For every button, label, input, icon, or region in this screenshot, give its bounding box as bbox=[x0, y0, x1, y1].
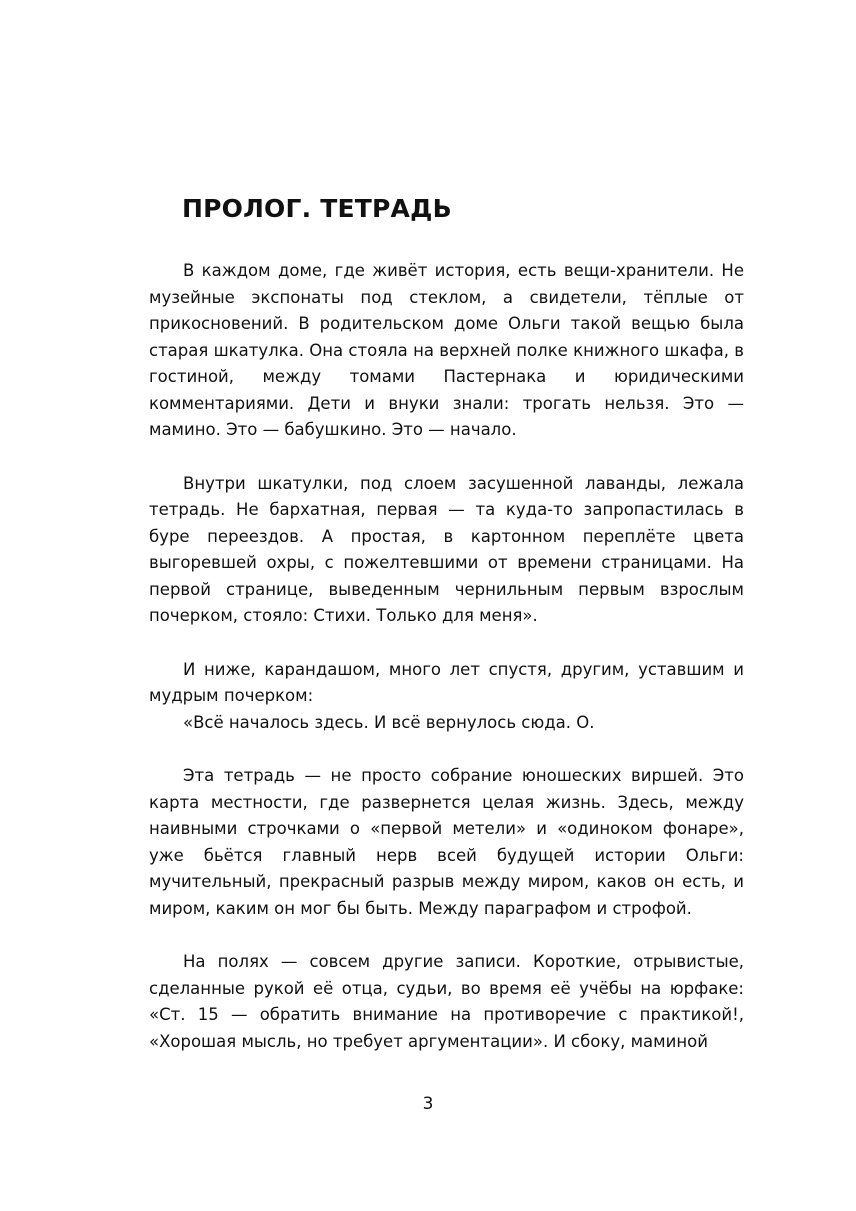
page-number: 3 bbox=[422, 1094, 434, 1114]
pencil-inscription: «Всё началось здесь. И всё вернулось сюда. О. bbox=[183, 712, 595, 732]
paragraph: И ниже, карандашом, много лет спустя, другим, уставшим и мудрым почерком: bbox=[149, 659, 744, 705]
paragraph: Эта тетрадь — не просто собрание юношеских виршей. Это карта местности, где развернется целая жизнь. Здесь, между наивными строчками о «первой метели» и «одиноком фонаре», уже бьётся главный нерв всей будущей истории Ольги: мучительный, прекрасный разрыв между миром, каков он есть, и миром, каким он мог бы быть. Между параграфом и строфой. bbox=[149, 766, 744, 918]
paragraph: На полях — совсем другие записи. Короткие, отрывистые, сделанные рукой её отца, судьи, во время её учёбы на юрфаке: «Ст. 15 — обратить внимание на противоречие с практикой!, «Хорошая мысль, но требует аргументации». И сбоку, маминой bbox=[149, 952, 744, 1051]
chapter-body bbox=[149, 258, 744, 1082]
chapter-title: ПРОЛОГ. ТЕТРАДЬ bbox=[182, 194, 452, 223]
paragraph: В каждом доме, где живёт история, есть вещи-хранители. Не музейные экспонаты под стеклом, а свидетели, тёплые от прикосновений. В родительском доме Ольги такой вещью была старая шкатулка. Она стояла на верхней полке книжного шкафа, в гостиной, между томами Пастернака и юридическими комментариями. Дети и внуки знали: трогать нельзя. Это — мамино. Это — бабушкино. Это — начало. bbox=[149, 261, 744, 439]
paragraph: Внутри шкатулки, под слоем засушенной лаванды, лежала тетрадь. Не бархатная, первая — та куда-то запропастилась в буре переездов. А простая, в картонном переплёте цвета выгоревшей охры, с пожелтевшими от времени страницами. На первой странице, выведенным чернильным первым взрослым почерком, стояло: Стихи. Только для меня». bbox=[149, 473, 744, 625]
